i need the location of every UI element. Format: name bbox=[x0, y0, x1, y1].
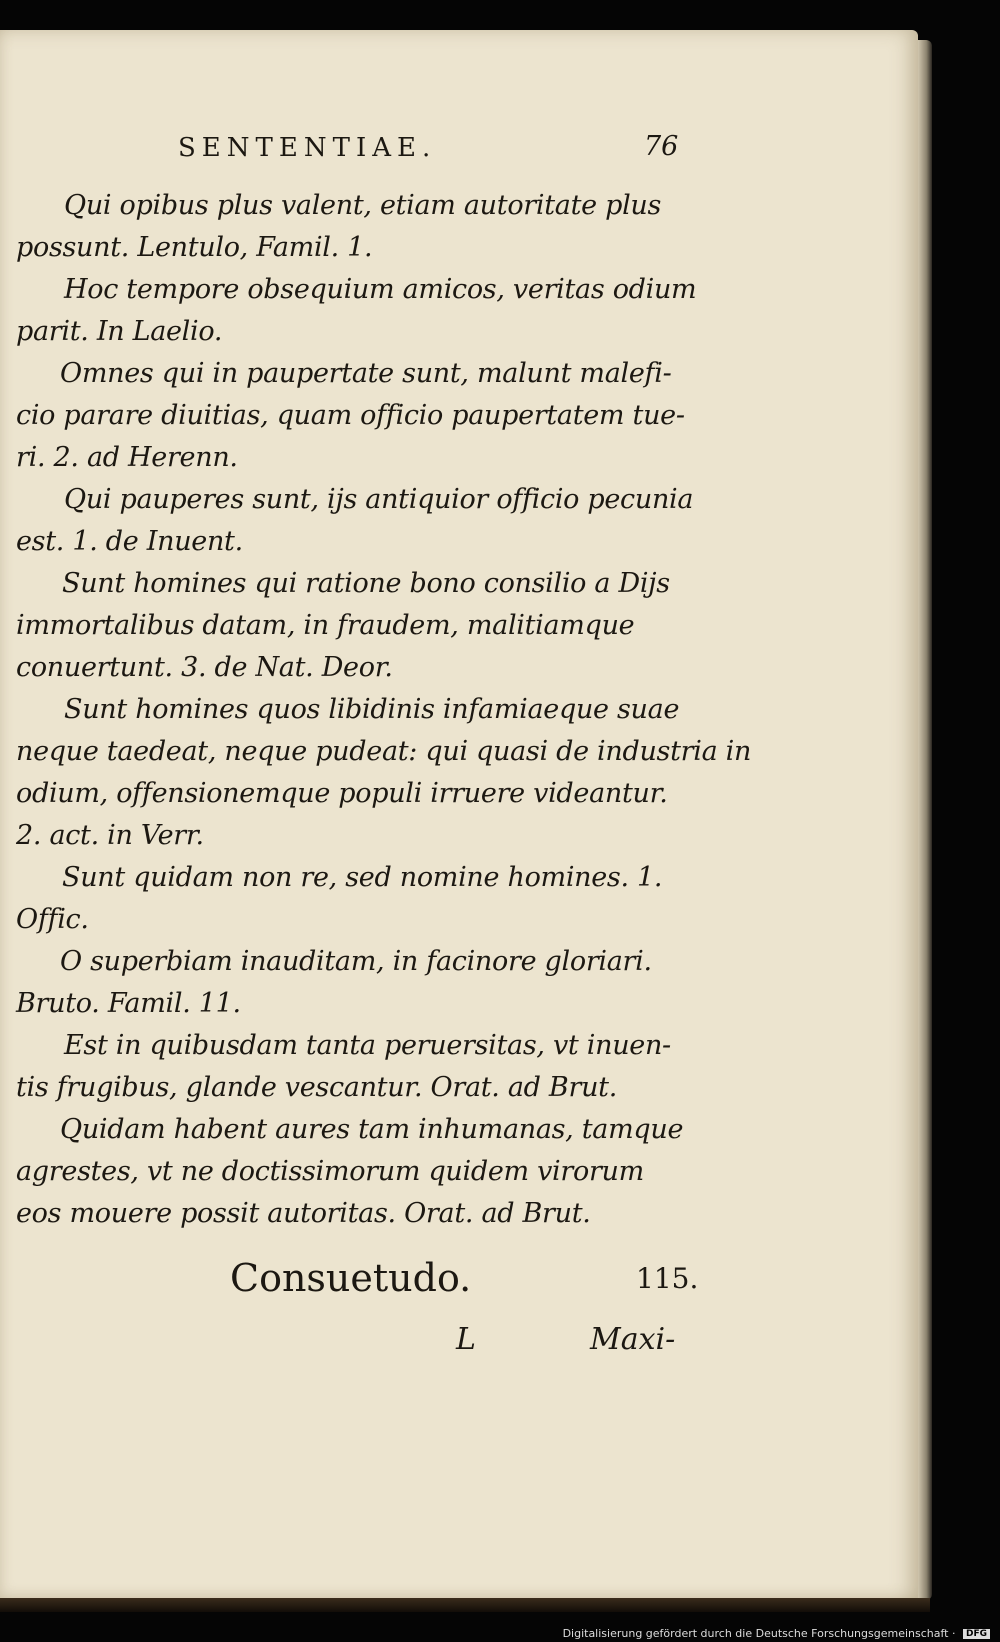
text-line: Offic. bbox=[16, 904, 89, 935]
footer-text: Digitalisierung gefördert durch die Deutsche Forschungsgemeinschaft · bbox=[562, 1627, 956, 1640]
digitization-footer bbox=[563, 1627, 990, 1640]
page-bottom-shadow bbox=[0, 1598, 930, 1612]
text-line: possunt. Lentulo, Famil. 1. bbox=[16, 232, 373, 263]
text-line: eos mouere possit autoritas. Orat. ad Brut. bbox=[16, 1198, 591, 1229]
text-line: neque taedeat, neque pudeat: qui quasi de industria in bbox=[16, 736, 752, 767]
section-number: 115. bbox=[636, 1262, 699, 1295]
text-line: Qui opibus plus valent, etiam autoritate plus bbox=[64, 190, 662, 221]
section-heading: Consuetudo. bbox=[230, 1256, 472, 1300]
text-line: Est in quibusdam tanta peruersitas, vt inuen- bbox=[64, 1030, 671, 1061]
text-line: agrestes, vt ne doctissimorum quidem virorum bbox=[16, 1156, 644, 1187]
text-line: conuertunt. 3. de Nat. Deor. bbox=[16, 652, 393, 683]
text-line: tis frugibus, glande vescantur. Orat. ad Brut. bbox=[16, 1072, 618, 1103]
text-line: O superbiam inauditam, in facinore gloriari. bbox=[60, 946, 652, 977]
text-line: Quidam habent aures tam inhumanas, tamque bbox=[60, 1114, 684, 1145]
book-page bbox=[0, 30, 918, 1605]
text-line: Sunt quidam non re, sed nomine homines. 1. bbox=[62, 862, 663, 893]
text-line: odium, offensionemque populi irruere videantur. bbox=[16, 778, 668, 809]
page-number: 76 bbox=[644, 131, 679, 162]
catchword: Maxi- bbox=[590, 1322, 676, 1357]
text-line: ri. 2. ad Herenn. bbox=[16, 442, 238, 473]
text-line: Sunt homines qui ratione bono consilio a Dijs bbox=[62, 568, 670, 599]
text-line: parit. In Laelio. bbox=[16, 316, 223, 347]
dfg-logo: DFG bbox=[963, 1629, 990, 1639]
text-line: Hoc tempore obsequium amicos, veritas odium bbox=[64, 274, 697, 305]
text-line: Bruto. Famil. 11. bbox=[16, 988, 241, 1019]
page-edge bbox=[918, 40, 932, 1600]
signature-mark: L bbox=[456, 1322, 476, 1357]
text-line: cio parare diuitias, quam officio paupertatem tue- bbox=[16, 400, 685, 431]
text-line: Sunt homines quos libidinis infamiaeque suae bbox=[64, 694, 680, 725]
text-line: Qui pauperes sunt, ijs antiquior officio pecunia bbox=[64, 484, 694, 515]
running-header: SENTENTIAE. bbox=[178, 133, 437, 163]
text-line: immortalibus datam, in fraudem, malitiamque bbox=[16, 610, 635, 641]
text-line: 2. act. in Verr. bbox=[16, 820, 204, 851]
text-line: est. 1. de Inuent. bbox=[16, 526, 243, 557]
text-line: Omnes qui in paupertate sunt, malunt malefi- bbox=[60, 358, 672, 389]
